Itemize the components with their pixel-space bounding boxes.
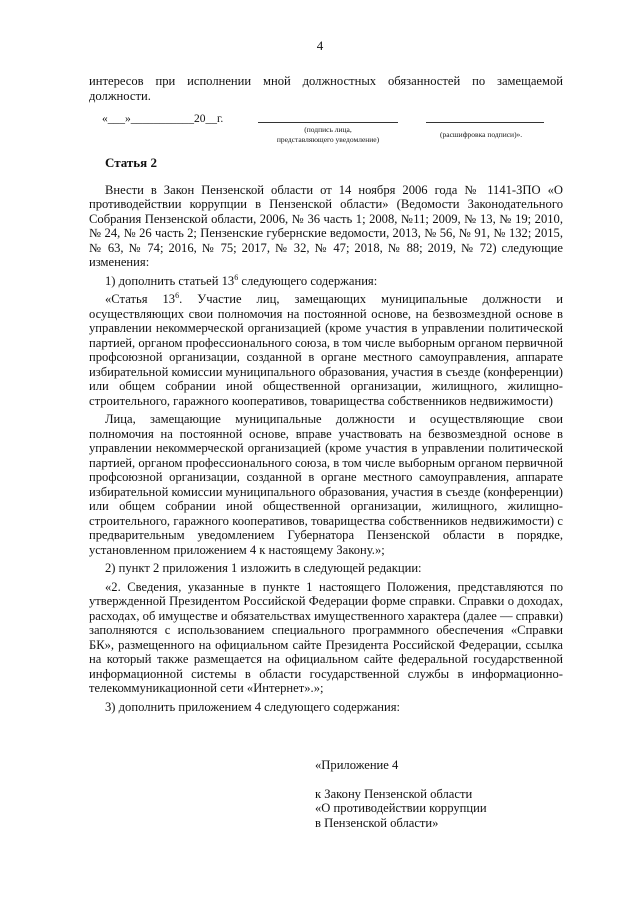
page-number: 4: [316, 38, 324, 53]
signature-decoding-line: [426, 122, 544, 123]
item-2: 2) пункт 2 приложения 1 изложить в следующей редакции:: [105, 561, 422, 575]
article-block: [89, 156, 563, 714]
signature-caption: [255, 125, 401, 145]
quote-1-body: . Участие лиц, замещающих муниципальные должности и осуществляющих свои полномочия на постоянной основе, на безвозмездной основе в управлении некоммерческой организацией (кроме участия в управлении политической партией, органом профессионального союза, в том числе выборным органом первичной профсоюзной организации, созданной в органе местного самоуправления, аппарате избирательной комиссии муниципального образования, участия в съезде (конференции) или общем собрании иной общественной организации, жилищного, жилищно-строительного, гаражного кооперативов, товарищества собственников недвижимости): [89, 292, 564, 408]
item-1-superscript: 6: [234, 272, 239, 282]
signature-caption-line-1: (подпись лица,: [304, 125, 352, 134]
item-3: 3) дополнить приложением 4 следующего содержания:: [105, 699, 401, 714]
quote-1-superscript: 6: [175, 290, 180, 300]
item-1-tail: следующего содержания:: [238, 273, 378, 288]
quote-point-2: «2. Сведения, указанные в пункте 1 настоящего Положения, представляются по утвержденной Президентом Российской Федерации форме справки. Справки о доходах, расходах, об имуществе и обязательствах имущественного характера (далее — справки) заполняются с использованием специального программного обеспечения «Справки БК», размещенного на официальном сайте Президента Российской Федерации, ссылка на который также размещается на официальном сайте федеральной государственной информационной системы в области государственной службы в информационно-телекоммуникационной сети «Интернет».»;: [89, 579, 563, 695]
item-1-text: 1) дополнить статьей 13: [105, 273, 235, 288]
signature-date: «___»___________20__г.: [102, 113, 224, 125]
signature-block: [0, 113, 640, 149]
item-1: [89, 274, 563, 289]
article-intro: Внести в Закон Пензенской области от 14 ноября 2006 года № 1141-ЗПО «О противодействии коррупции в Пензенской области» (Ведомости Законодательного Собрания Пензенской области, 2006, № 36 часть 1; 2008, №11; 2009, № 13, № 19; 2010, № 24, № 26 часть 2; Пензенские губернские ведомости, 2013, № 56, № 91, № 132; 2015, № 63, № 74; 2016, № 75; 2017, № 32, № 47; 2018, № 88; 2019, № 72) следующие изменения:: [89, 182, 563, 269]
quote-article-13-6: [89, 292, 563, 408]
article-heading: Статья 2: [105, 155, 157, 170]
signature-line: [258, 122, 398, 123]
appendix-reference-2: «О противодействии коррупции в Пензенской области»: [315, 801, 487, 830]
appendix-title: «Приложение 4: [315, 758, 399, 772]
intro-block: [89, 74, 563, 103]
decoding-caption: (расшифровка подписи)».: [440, 130, 523, 139]
quote-1-start: «Статья 13: [105, 292, 176, 306]
intro-line: интересов при исполнении мной должностных обязанностей по замещаемой должности.: [89, 74, 563, 103]
quote-paragraph-2: Лица, замещающие муниципальные должности и осуществляющие свои полномочия на постоянной основе, вправе участвовать на безвозмездной основе в управлении некоммерческой организацией (кроме участия в управлении политической партией, органом профессионального союза, в том числе выборным органом первичной профсоюзной организации, созданной в органе местного самоуправления, аппарате избирательной комиссии муниципального образования, участия в съезде (конференции) или общем собрании иной общественной организации, жилищного, жилищно-строительного, гаражного кооперативов, товарищества собственников недвижимости) с предварительным уведомлением Губернатора Пензенской области в порядке, установленном приложением 4 к настоящему Закону.»;: [89, 412, 563, 557]
appendix-reference-1: к Закону Пензенской области: [315, 786, 473, 801]
appendix-header: [315, 758, 575, 830]
signature-caption-line-2: представляющего уведомление): [276, 135, 380, 144]
